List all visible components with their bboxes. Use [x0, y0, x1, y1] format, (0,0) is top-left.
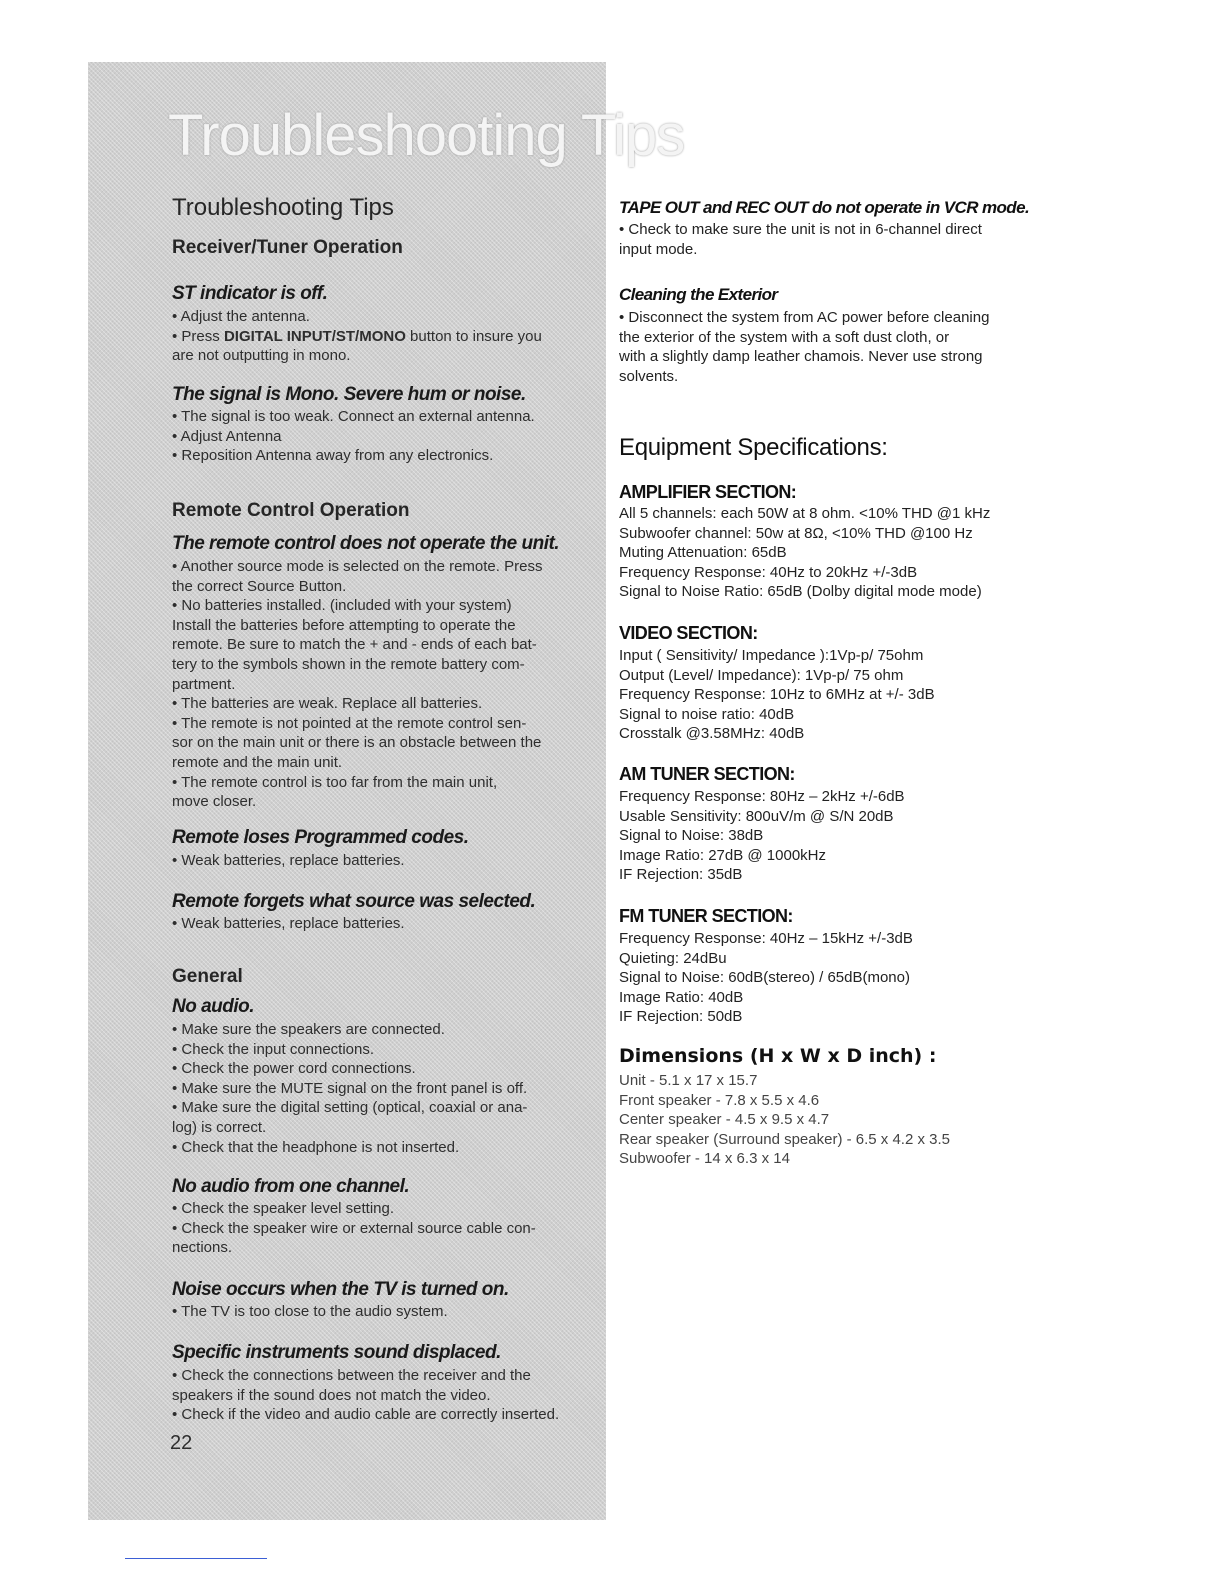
- issue-line: • Adjust the antenna.: [172, 308, 310, 325]
- spec-section-heading: VIDEO SECTION:: [619, 623, 758, 643]
- spec-line: Frequency Response: 40Hz – 15kHz +/-3dB: [619, 930, 913, 947]
- section-heading-general: General: [172, 966, 243, 987]
- issue-title: Remote forgets what source was selected.: [172, 891, 536, 912]
- issue-line: remote. Be sure to match the + and - ends of each bat-: [172, 636, 537, 654]
- issue-line: partment.: [172, 675, 236, 693]
- issue-line: • The remote control is too far from the main unit,: [172, 773, 498, 791]
- issue-line: • Adjust Antenna: [172, 427, 282, 445]
- issue-line: tery to the symbols shown in the remote battery com-: [172, 655, 525, 673]
- issue-line: are not outputting in mono.: [172, 347, 351, 365]
- bottom-rule: [125, 1558, 267, 1559]
- issue-body: [172, 1302, 602, 1322]
- issue-line: • Weak batteries, replace batteries.: [172, 915, 405, 932]
- issue-line: • Check to make sure the unit is not in 6-channel direct: [619, 221, 982, 238]
- spec-line: All 5 channels: each 50W at 8 ohm. <10% THD @1 kHz: [619, 505, 991, 522]
- cleaning-line: • Disconnect the system from AC power before cleaning: [619, 309, 990, 326]
- spec-line: Image Ratio: 27dB @ 1000kHz: [619, 846, 827, 864]
- spec-section-body: [619, 504, 1049, 602]
- issue-line: • Check the power cord connections.: [172, 1060, 416, 1078]
- spec-line: Frequency Response: 10Hz to 6MHz at +/- 3dB: [619, 686, 935, 703]
- banner-title: Troubleshooting Tips: [168, 103, 685, 168]
- issue-line: • Weak batteries, replace batteries.: [172, 852, 405, 869]
- issue-body: [172, 557, 602, 812]
- spec-line: Signal to noise ratio: 40dB: [619, 705, 795, 723]
- issue-line: • The remote is not pointed at the remote control sen-: [172, 714, 527, 732]
- issue-line: • Make sure the speakers are connected.: [172, 1021, 445, 1038]
- spec-section-body: [619, 646, 1049, 744]
- issue-title: ST indicator is off.: [172, 283, 328, 304]
- issue-line: Install the batteries before attempting to operate the: [172, 616, 516, 634]
- page-number: 22: [170, 1432, 193, 1454]
- spec-line: Input ( Sensitivity/ Impedance ):1Vp-p/ 75ohm: [619, 647, 924, 664]
- issue-title: TAPE OUT and REC OUT do not operate in VCR mode.: [619, 198, 1030, 217]
- spec-section-heading: AMPLIFIER SECTION:: [619, 482, 797, 502]
- issue-line: [172, 327, 602, 347]
- dimension-line: Center speaker - 4.5 x 9.5 x 4.7: [619, 1111, 830, 1128]
- issue-line: • Check the input connections.: [172, 1040, 375, 1058]
- issue-line: • Make sure the MUTE signal on the front panel is off.: [172, 1079, 528, 1097]
- issue-title: The remote control does not operate the unit.: [172, 533, 560, 554]
- spec-line: Quieting: 24dBu: [619, 949, 727, 967]
- issue-line: • Check that the headphone is not inserted.: [172, 1138, 460, 1156]
- dimension-line: Subwoofer - 14 x 6.3 x 14: [619, 1150, 790, 1167]
- issue-body: [172, 307, 602, 366]
- spec-line: Image Ratio: 40dB: [619, 988, 744, 1006]
- spec-line: Signal to Noise: 60dB(stereo) / 65dB(mono): [619, 969, 910, 986]
- issue-line: move closer.: [172, 793, 257, 811]
- banner: [88, 100, 685, 172]
- issue-line: input mode.: [619, 240, 698, 258]
- issue-body: [172, 1020, 602, 1157]
- issue-title: The signal is Mono. Severe hum or noise.: [172, 384, 526, 405]
- cleaning-body: [619, 308, 1049, 386]
- issue-line: sor on the main unit or there is an obstacle between the: [172, 734, 542, 752]
- spec-line: Subwoofer channel: 50w at 8Ω, <10% THD @100 Hz: [619, 524, 973, 542]
- spec-line: Muting Attenuation: 65dB: [619, 544, 787, 561]
- issue-body: [619, 220, 1049, 259]
- issue-line: nections.: [172, 1239, 233, 1257]
- issue-line: • The TV is too close to the audio system.: [172, 1303, 448, 1320]
- bullet-text: button to insure you: [405, 327, 542, 345]
- issue-line: log) is correct.: [172, 1118, 267, 1136]
- issue-line: remote and the main unit.: [172, 753, 343, 771]
- issue-line: • No batteries installed. (included with your system): [172, 597, 512, 615]
- bullet-text: • Press: [172, 327, 224, 345]
- issue-body: [172, 851, 602, 871]
- spec-line: Frequency Response: 80Hz – 2kHz +/-6dB: [619, 788, 905, 805]
- issue-title: No audio from one channel.: [172, 1176, 410, 1197]
- issue-line: the correct Source Button.: [172, 577, 347, 595]
- cleaning-line: solvents.: [619, 367, 679, 385]
- issue-line: • The batteries are weak. Replace all batteries.: [172, 695, 483, 713]
- cleaning-line: the exterior of the system with a soft dust cloth, or: [619, 328, 950, 346]
- issue-line: • Check if the video and audio cable are correctly inserted.: [172, 1406, 560, 1424]
- issue-body: [172, 407, 602, 466]
- issue-line: • Check the connections between the receiver and the: [172, 1367, 531, 1384]
- dimension-line: Rear speaker (Surround speaker) - 6.5 x 4.2 x 3.5: [619, 1130, 950, 1148]
- section-heading-remote: Remote Control Operation: [172, 500, 410, 521]
- spec-section-body: [619, 929, 1049, 1027]
- issue-title: No audio.: [172, 996, 255, 1017]
- dimension-line: Unit - 5.1 x 17 x 15.7: [619, 1072, 758, 1089]
- issue-line: • Check the speaker wire or external source cable con-: [172, 1219, 536, 1237]
- dimension-line: Front speaker - 7.8 x 5.5 x 4.6: [619, 1091, 820, 1109]
- issue-body: [172, 1199, 602, 1258]
- cleaning-line: with a slightly damp leather chamois. Never use strong: [619, 348, 983, 365]
- spec-section-heading: AM TUNER SECTION:: [619, 764, 795, 784]
- issue-line: • Reposition Antenna away from any electronics.: [172, 447, 494, 465]
- issue-line: speakers if the sound does not match the video.: [172, 1386, 491, 1404]
- spec-section-heading: FM TUNER SECTION:: [619, 906, 793, 926]
- spec-section-body: [619, 787, 1049, 885]
- issue-title: Remote loses Programmed codes.: [172, 827, 469, 848]
- spec-line: IF Rejection: 35dB: [619, 866, 743, 883]
- page-title: Troubleshooting Tips: [172, 194, 394, 221]
- spec-line: Signal to Noise: 38dB: [619, 827, 764, 844]
- issue-body: [172, 1366, 602, 1425]
- button-name: DIGITAL INPUT/ST/MONO: [223, 327, 406, 345]
- spec-line: IF Rejection: 50dB: [619, 1008, 743, 1025]
- issue-line: • Make sure the digital setting (optical, coaxial or ana-: [172, 1099, 528, 1117]
- issue-title: Noise occurs when the TV is turned on.: [172, 1279, 509, 1300]
- spec-line: Signal to Noise Ratio: 65dB (Dolby digital mode mode): [619, 583, 982, 600]
- spec-line: Crosstalk @3.58MHz: 40dB: [619, 725, 805, 742]
- issue-line: • Check the speaker level setting.: [172, 1200, 395, 1217]
- issue-line: • The signal is too weak. Connect an external antenna.: [172, 408, 535, 425]
- spec-line: Usable Sensitivity: 800uV/m @ S/N 20dB: [619, 807, 894, 825]
- spec-line: Output (Level/ Impedance): 1Vp-p/ 75 ohm: [619, 666, 904, 684]
- spec-line: Frequency Response: 40Hz to 20kHz +/-3dB: [619, 563, 918, 581]
- dimensions-heading: Dimensions (H x W x D inch) :: [619, 1045, 937, 1067]
- section-heading-receiver: Receiver/Tuner Operation: [172, 237, 403, 258]
- specifications-heading: Equipment Specifications:: [619, 434, 888, 461]
- dimensions-body: [619, 1071, 1049, 1169]
- cleaning-title: Cleaning the Exterior: [619, 285, 778, 304]
- issue-body: [172, 914, 602, 934]
- issue-title: Specific instruments sound displaced.: [172, 1342, 501, 1363]
- issue-line: • Another source mode is selected on the remote. Press: [172, 558, 543, 575]
